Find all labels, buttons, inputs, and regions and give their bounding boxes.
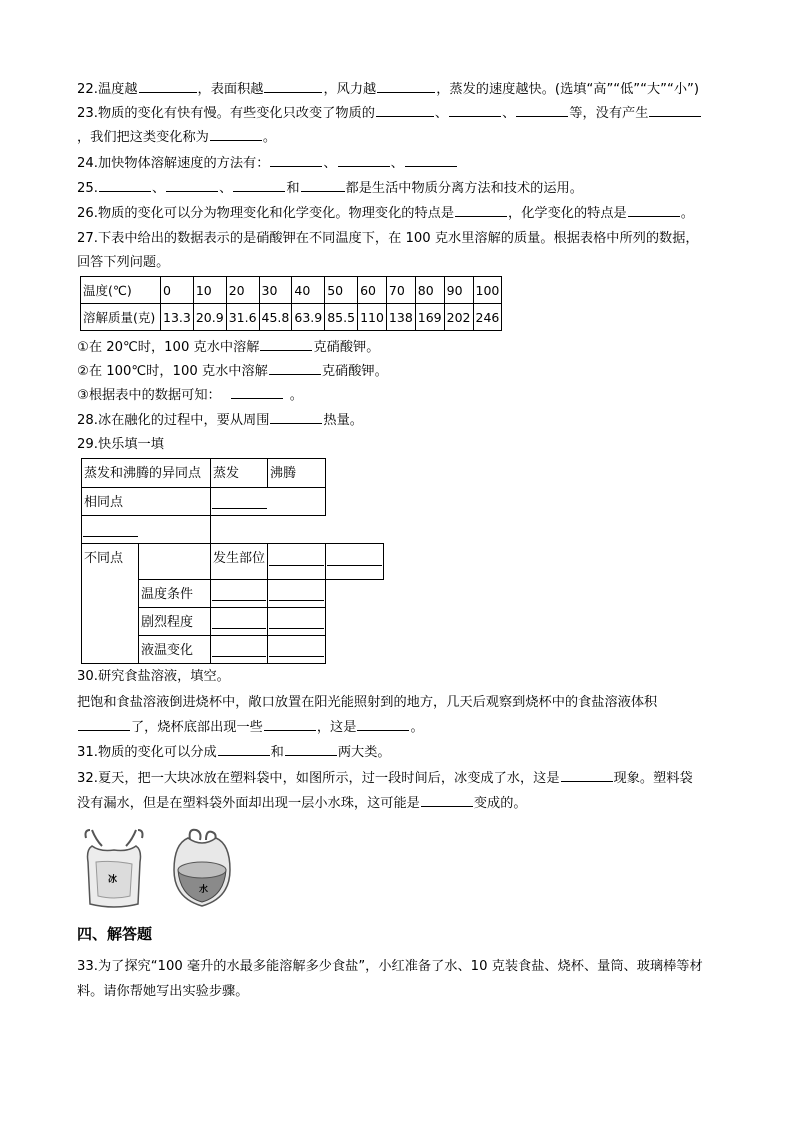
answer-blank[interactable] xyxy=(269,628,324,629)
table-cell: 60 xyxy=(358,277,387,304)
row-label-mass: 溶解质量(克) xyxy=(81,304,161,331)
answer-blank[interactable] xyxy=(264,717,316,731)
answer-blank[interactable] xyxy=(376,103,434,117)
row-label-temperature: 温度(℃) xyxy=(81,277,161,304)
answer-blank[interactable] xyxy=(357,717,409,731)
question-33: 33.为了探究“100 毫升的水最多能溶解多少食盐”，小红准备了水、10 克装食盐、烧杯、量筒、玻璃棒等材 xyxy=(77,959,703,974)
table-cell: 246 xyxy=(473,304,502,331)
table-cell: 40 xyxy=(292,277,325,304)
question-25: 25. 、 、 和 都是生活中物质分离方法和技术的运用。 xyxy=(77,178,583,199)
answer-blank[interactable] xyxy=(212,508,267,509)
question-23-cont: ，我们把这类变化称为 。 xyxy=(77,127,276,148)
table-header-cell: 沸腾 xyxy=(267,458,326,488)
answer-blank[interactable] xyxy=(83,536,138,537)
table-cell: 20 xyxy=(226,277,259,304)
figure-label: 水 xyxy=(199,885,209,895)
answer-blank[interactable] xyxy=(212,656,266,657)
table-cell: 0 xyxy=(161,277,194,304)
answer-blank[interactable] xyxy=(99,178,151,192)
table-cell: 85.5 xyxy=(325,304,358,331)
question-23: 23.物质的变化有快有慢。有些变化只改变了物质的 、 、 等，没有产生 xyxy=(77,103,702,124)
answer-blank[interactable] xyxy=(269,600,324,601)
question-27-sub2: ②在 100℃时，100 克水中溶解 克硝酸钾。 xyxy=(77,361,388,382)
question-32: 32.夏天，把一大块冰放在塑料袋中，如图所示，过一段时间后，冰变成了水，这是 现象。塑料袋 xyxy=(77,768,693,789)
table-cell: 45.8 xyxy=(259,304,292,331)
question-33-cont: 料。请你帮她写出实验步骤。 xyxy=(77,984,249,999)
answer-blank[interactable] xyxy=(260,337,312,351)
table-cell: 90 xyxy=(444,277,473,304)
table-cell: 31.6 xyxy=(226,304,259,331)
answer-blank[interactable] xyxy=(455,203,507,217)
question-29: 29.快乐填一填 xyxy=(77,437,164,452)
row-label-intensity: 剧烈程度 xyxy=(138,607,211,636)
question-31: 31.物质的变化可以分成 和 两大类。 xyxy=(77,742,391,763)
answer-blank[interactable] xyxy=(649,103,701,117)
question-22: 22.温度越 ，表面积越 ，风力越 ，蒸发的速度越快。(选填“高”“低”“大”“小”) xyxy=(77,79,699,100)
table-cell xyxy=(138,543,211,580)
answer-cell[interactable] xyxy=(267,607,326,636)
answer-blank[interactable] xyxy=(166,178,218,192)
table-cell xyxy=(210,487,326,516)
question-26: 26.物质的变化可以分为物理变化和化学变化。物理变化的特点是 ，化学变化的特点是 。 xyxy=(77,203,694,224)
water-bag-figure xyxy=(166,826,238,912)
row-label-temperature: 温度条件 xyxy=(138,579,211,608)
answer-blank[interactable] xyxy=(139,79,197,93)
table-cell: 138 xyxy=(386,304,415,331)
answer-cell[interactable] xyxy=(267,579,326,608)
answer-blank[interactable] xyxy=(269,361,321,375)
table-cell: 202 xyxy=(444,304,473,331)
question-24: 24.加快物体溶解速度的方法有： 、 、 xyxy=(77,153,458,174)
answer-blank[interactable] xyxy=(269,565,324,566)
answer-blank[interactable] xyxy=(377,79,435,93)
same-label: 相同点 xyxy=(81,487,211,516)
answer-blank[interactable] xyxy=(270,153,322,167)
table-cell: 100 xyxy=(473,277,502,304)
solubility-table xyxy=(80,276,502,331)
plastic-bag-icon xyxy=(78,826,150,912)
water-bag-icon xyxy=(166,826,238,912)
table-row xyxy=(81,304,502,331)
answer-blank[interactable] xyxy=(233,178,285,192)
answer-blank[interactable] xyxy=(212,600,266,601)
answer-blank[interactable] xyxy=(301,178,345,192)
answer-blank[interactable] xyxy=(264,79,322,93)
answer-blank[interactable] xyxy=(516,103,568,117)
question-28: 28.冰在融化的过程中，要从周围 热量。 xyxy=(77,410,363,431)
answer-cell[interactable] xyxy=(210,607,268,636)
answer-blank[interactable] xyxy=(327,565,382,566)
table-cell: 169 xyxy=(415,304,444,331)
table-cell xyxy=(81,515,211,544)
answer-blank[interactable] xyxy=(270,410,322,424)
table-cell: 10 xyxy=(193,277,226,304)
answer-blank[interactable] xyxy=(210,127,262,141)
row-label-liquid-temp: 液温变化 xyxy=(138,635,211,664)
answer-blank[interactable] xyxy=(338,153,390,167)
question-27-sub1: ①在 20℃时，100 克水中溶解 克硝酸钾。 xyxy=(77,337,379,358)
answer-blank[interactable] xyxy=(231,385,283,399)
question-27-sub3: ③根据表中的数据可知： 。 xyxy=(77,385,303,406)
answer-cell[interactable] xyxy=(325,543,384,580)
answer-blank[interactable] xyxy=(421,793,473,807)
table-cell: 63.9 xyxy=(292,304,325,331)
question-30-cont: 了，烧杯底部出现一些 ，这是 。 xyxy=(77,717,424,738)
table-row xyxy=(81,277,502,304)
figure-label: 冰 xyxy=(108,875,118,885)
answer-cell[interactable] xyxy=(210,635,268,664)
answer-cell[interactable] xyxy=(210,579,268,608)
answer-blank[interactable] xyxy=(628,203,680,217)
answer-cell[interactable] xyxy=(267,635,326,664)
table-cell: 110 xyxy=(358,304,387,331)
table-cell: 13.3 xyxy=(161,304,194,331)
question-27-cont: 回答下列问题。 xyxy=(77,255,170,270)
table-cell: 70 xyxy=(386,277,415,304)
answer-blank[interactable] xyxy=(405,153,457,167)
answer-blank[interactable] xyxy=(561,768,613,782)
question-30: 30.研究食盐溶液，填空。 xyxy=(77,669,230,684)
ice-bag-figure xyxy=(78,826,150,912)
table-cell: 20.9 xyxy=(193,304,226,331)
question-32-cont: 没有漏水，但是在塑料袋外面却出现一层小水珠，这可能是 变成的。 xyxy=(77,793,527,814)
table-cell: 30 xyxy=(259,277,292,304)
answer-blank[interactable] xyxy=(212,628,266,629)
answer-blank[interactable] xyxy=(449,103,501,117)
answer-blank[interactable] xyxy=(285,742,337,756)
table-cell: 80 xyxy=(415,277,444,304)
question-27: 27.下表中给出的数据表示的是硝酸钾在不同温度下，在 100 克水里溶解的质量。根据表格中所列的数据， xyxy=(77,231,699,246)
section-heading: 四、解答题 xyxy=(77,925,153,943)
diff-label: 不同点 xyxy=(81,543,139,664)
table-cell: 50 xyxy=(325,277,358,304)
row-label-location: 发生部位 xyxy=(210,543,268,580)
answer-cell[interactable] xyxy=(267,543,326,580)
answer-blank[interactable] xyxy=(78,717,130,731)
table-header-cell: 蒸发和沸腾的异同点 xyxy=(81,458,211,488)
question-30-body: 把饱和食盐溶液倒进烧杯中，敞口放置在阳光能照射到的地方，几天后观察到烧杯中的食盐溶液体积 xyxy=(77,695,658,710)
answer-blank[interactable] xyxy=(218,742,270,756)
table-header-cell: 蒸发 xyxy=(210,458,268,488)
answer-blank[interactable] xyxy=(269,656,324,657)
